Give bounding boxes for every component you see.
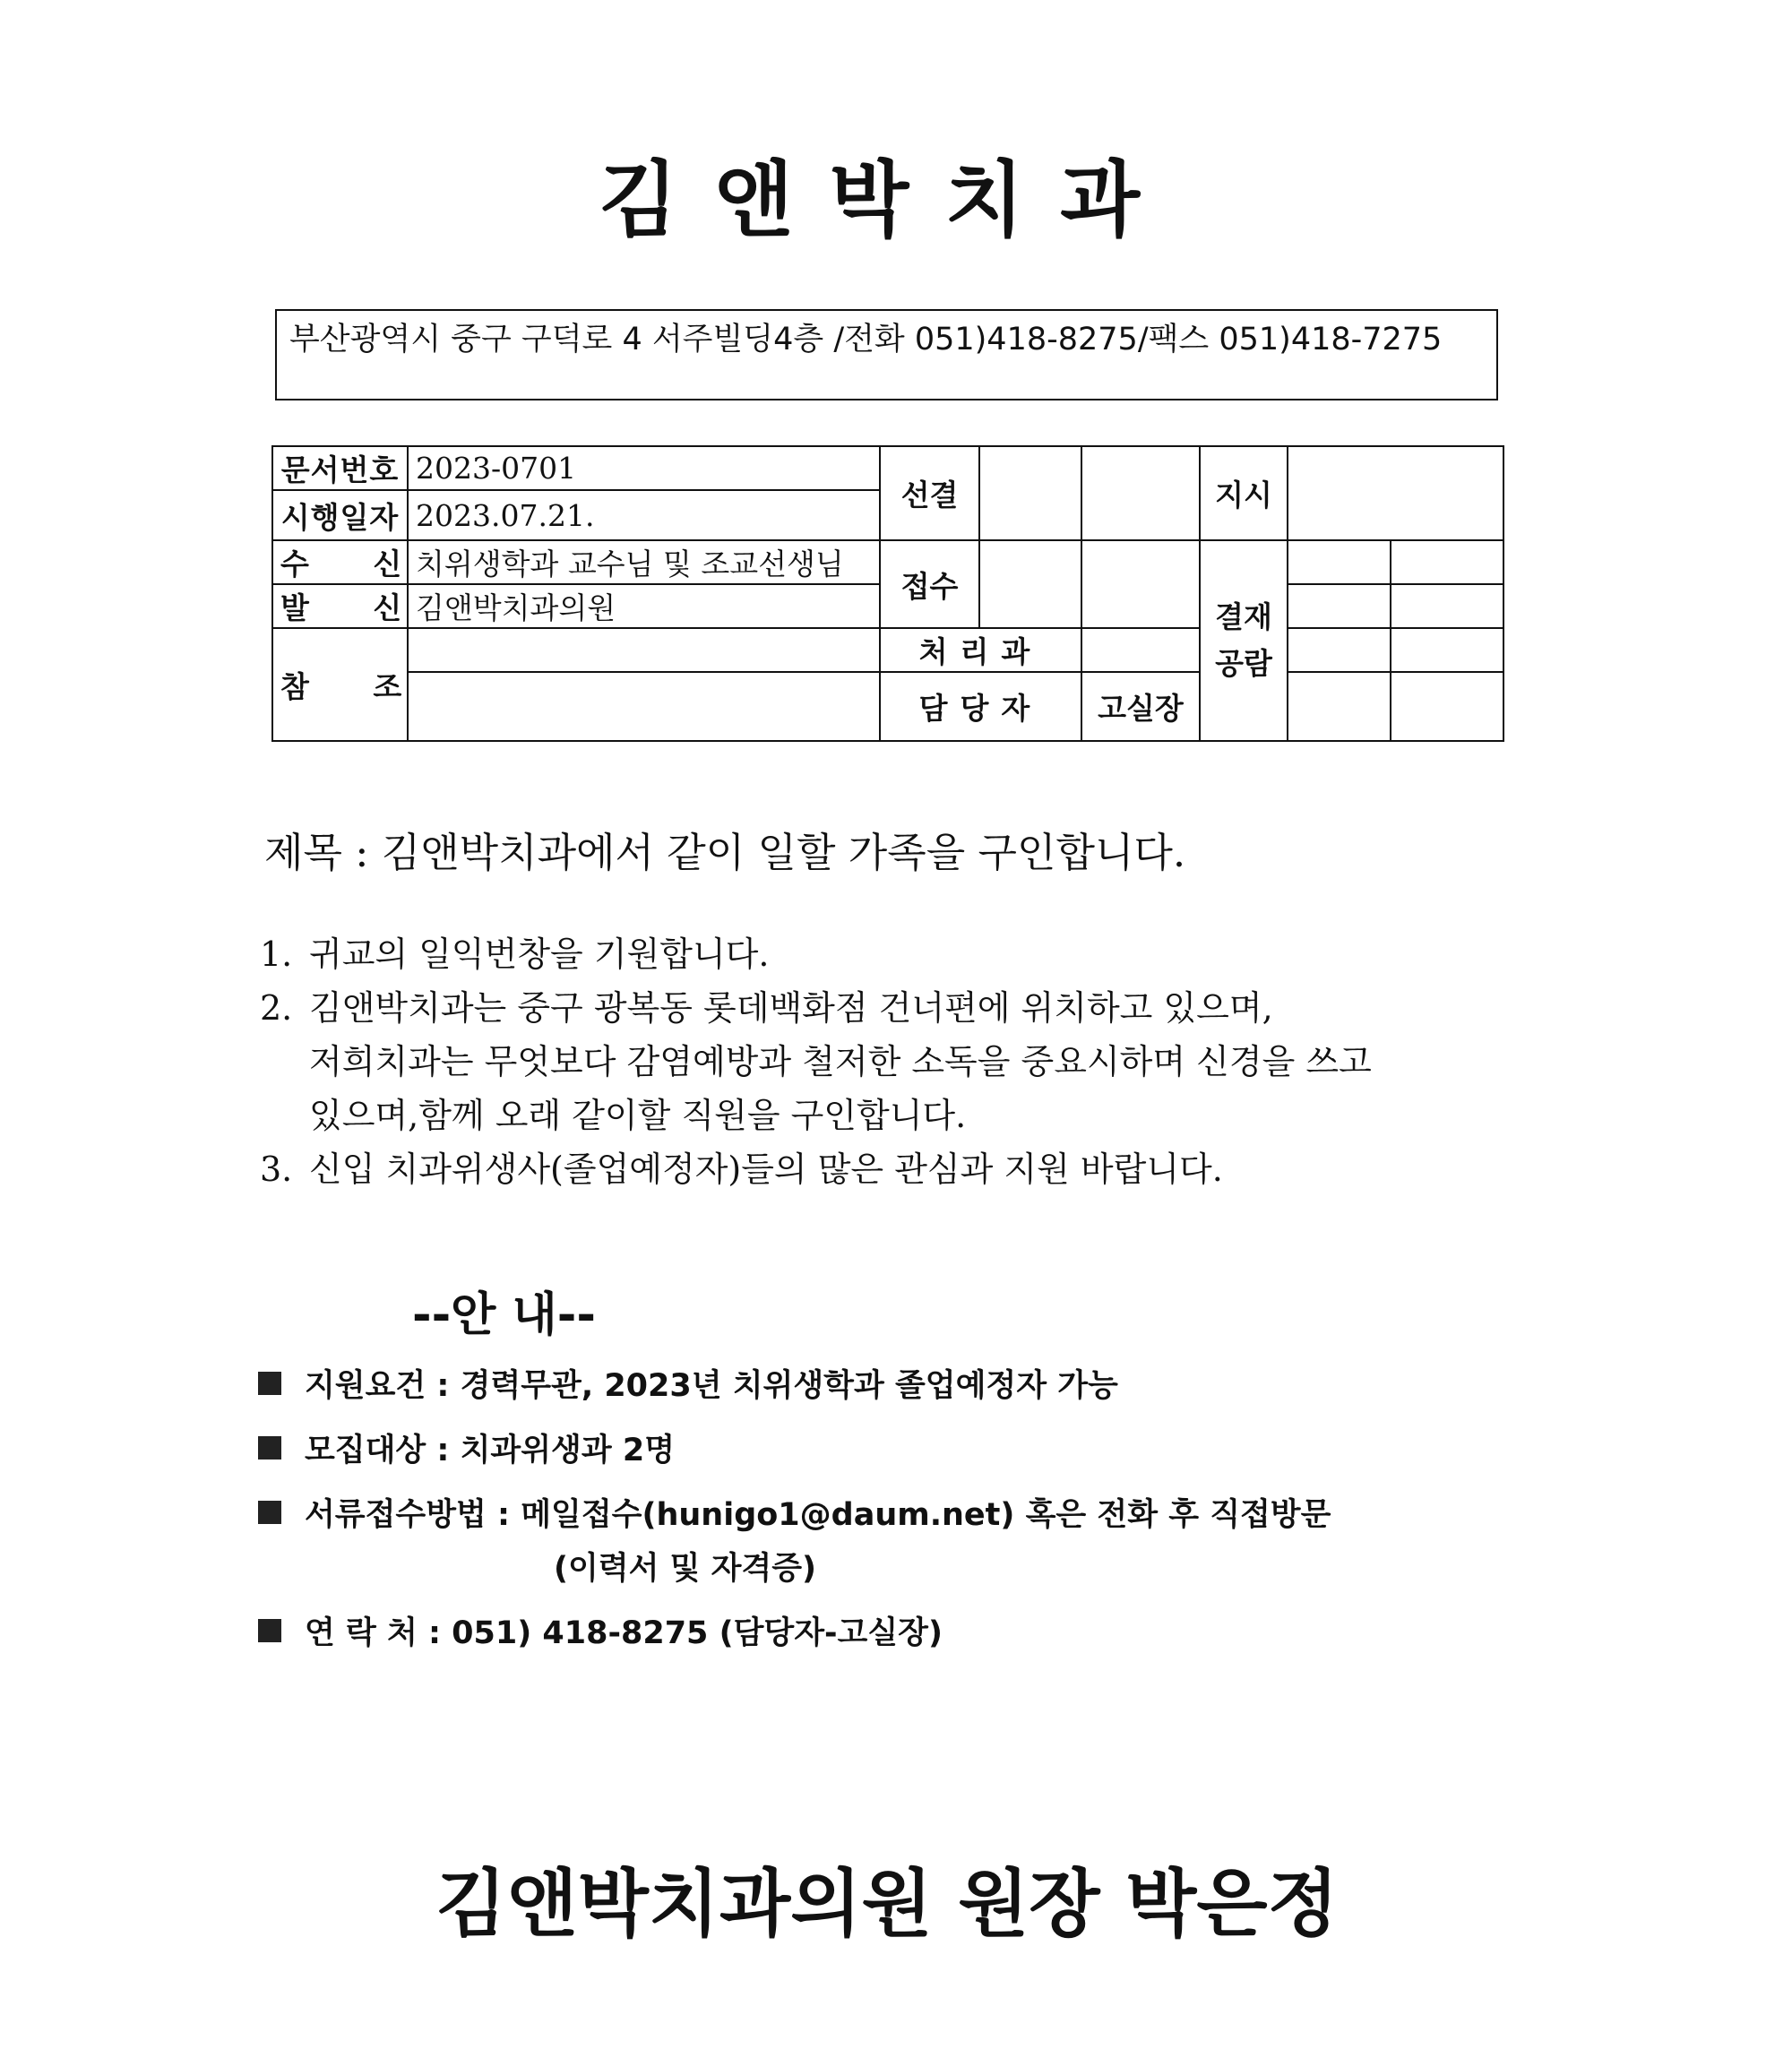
doc-no-label: 문서번호 bbox=[272, 446, 408, 490]
body-item-1 bbox=[260, 927, 1532, 981]
reference-cell-2 bbox=[408, 672, 880, 741]
subject-line: 제목 : 김앤박치과에서 같이 일할 가족을 구인합니다. bbox=[264, 829, 1186, 876]
body-item-2-line-2: 저희치과는 무엇보다 감염예방과 철저한 소독을 중요시하며 신경을 쓰고 bbox=[309, 1042, 1372, 1081]
instruction-label: 지시 bbox=[1200, 446, 1288, 540]
review-label: 공람 bbox=[1215, 646, 1272, 681]
square-bullet-icon bbox=[258, 1501, 281, 1524]
review-cell-4 bbox=[1391, 672, 1503, 741]
contact-text: 연 락 처 : 051) 418-8275 (담당자-고실장) bbox=[305, 1615, 943, 1651]
decision-cell-4 bbox=[1391, 584, 1503, 628]
square-bullet-icon bbox=[258, 1619, 281, 1642]
notice-item-note bbox=[258, 1545, 1530, 1588]
item-text: 김앤박치과는 중구 광복동 롯데백화점 건너편에 위치하고 있으며, bbox=[309, 988, 1273, 1028]
decision-review-label bbox=[1200, 540, 1288, 741]
date-label: 시행일자 bbox=[272, 490, 408, 540]
item-text: 신입 치과위생사(졸업예정자)들의 많은 관심과 지원 바랍니다. bbox=[309, 1150, 1223, 1189]
notice-title: --안 내-- bbox=[412, 1288, 596, 1342]
square-bullet-icon bbox=[258, 1436, 281, 1460]
target-text: 모집대상 : 치과위생과 2명 bbox=[305, 1433, 676, 1468]
review-cell-2 bbox=[1391, 628, 1503, 672]
recipient-value: 치위생학과 교수님 및 조교선생님 bbox=[408, 540, 880, 584]
approval-cell-1 bbox=[979, 446, 1081, 540]
notice-list bbox=[258, 1362, 1530, 1674]
processing-cell bbox=[1081, 628, 1200, 672]
sender-label: 발 신 bbox=[272, 584, 408, 628]
processing-label: 처리과 bbox=[880, 628, 1081, 672]
date-value: 2023.07.21. bbox=[408, 490, 880, 540]
notice-item bbox=[258, 1609, 1530, 1652]
approval-cell-2 bbox=[1081, 446, 1200, 540]
manager-name: 고실장 bbox=[1081, 672, 1200, 741]
manager-label: 담당자 bbox=[880, 672, 1081, 741]
address-box: 부산광역시 중구 구덕로 4 서주빌딩4층 /전화 051)418-8275/팩스 051)418-7275 bbox=[275, 309, 1498, 400]
notice-item bbox=[258, 1491, 1530, 1534]
requirements-text: 지원요건 : 경력무관, 2023년 치위생학과 졸업예정자 가능 bbox=[305, 1368, 1118, 1404]
item-number: 3. bbox=[260, 1150, 293, 1189]
item-number: 1. bbox=[260, 934, 293, 974]
method-note-text: (이력서 및 자격증) bbox=[554, 1551, 817, 1587]
square-bullet-icon bbox=[258, 1372, 281, 1395]
decision-cell-3 bbox=[1288, 584, 1391, 628]
notice-item bbox=[258, 1426, 1530, 1469]
approval-label: 선결 bbox=[880, 446, 979, 540]
instruction-cell bbox=[1288, 446, 1503, 540]
body-item-3 bbox=[260, 1142, 1532, 1196]
body-text bbox=[260, 927, 1532, 1196]
document-info-table bbox=[271, 445, 1504, 742]
reference-label: 참 조 bbox=[272, 628, 408, 741]
decision-label: 결재 bbox=[1215, 599, 1272, 634]
receipt-cell-1 bbox=[979, 540, 1081, 628]
receipt-cell-2 bbox=[1081, 540, 1200, 628]
body-item-2 bbox=[260, 981, 1532, 1035]
body-item-2-line-3: 있으며,함께 오래 같이할 직원을 구인합니다. bbox=[309, 1096, 967, 1135]
receipt-label: 접수 bbox=[880, 540, 979, 628]
decision-cell-1 bbox=[1288, 540, 1391, 584]
item-number: 2. bbox=[260, 988, 293, 1028]
doc-no-value: 2023-0701 bbox=[408, 446, 880, 490]
recipient-label: 수 신 bbox=[272, 540, 408, 584]
reference-cell-1 bbox=[408, 628, 880, 672]
signature: 김앤박치과의원 원장 박은정 bbox=[435, 1861, 1339, 1947]
review-cell-1 bbox=[1288, 628, 1391, 672]
sender-value: 김앤박치과의원 bbox=[408, 584, 880, 628]
notice-item bbox=[258, 1362, 1530, 1405]
clinic-title: 김앤박치과 bbox=[598, 152, 1176, 248]
method-text: 서류접수방법 : 메일접수(hunigo1@daum.net) 혹은 전화 후 직접방문 bbox=[305, 1497, 1331, 1533]
decision-cell-2 bbox=[1391, 540, 1503, 584]
item-text: 귀교의 일익번창을 기원합니다. bbox=[309, 934, 770, 974]
review-cell-3 bbox=[1288, 672, 1391, 741]
